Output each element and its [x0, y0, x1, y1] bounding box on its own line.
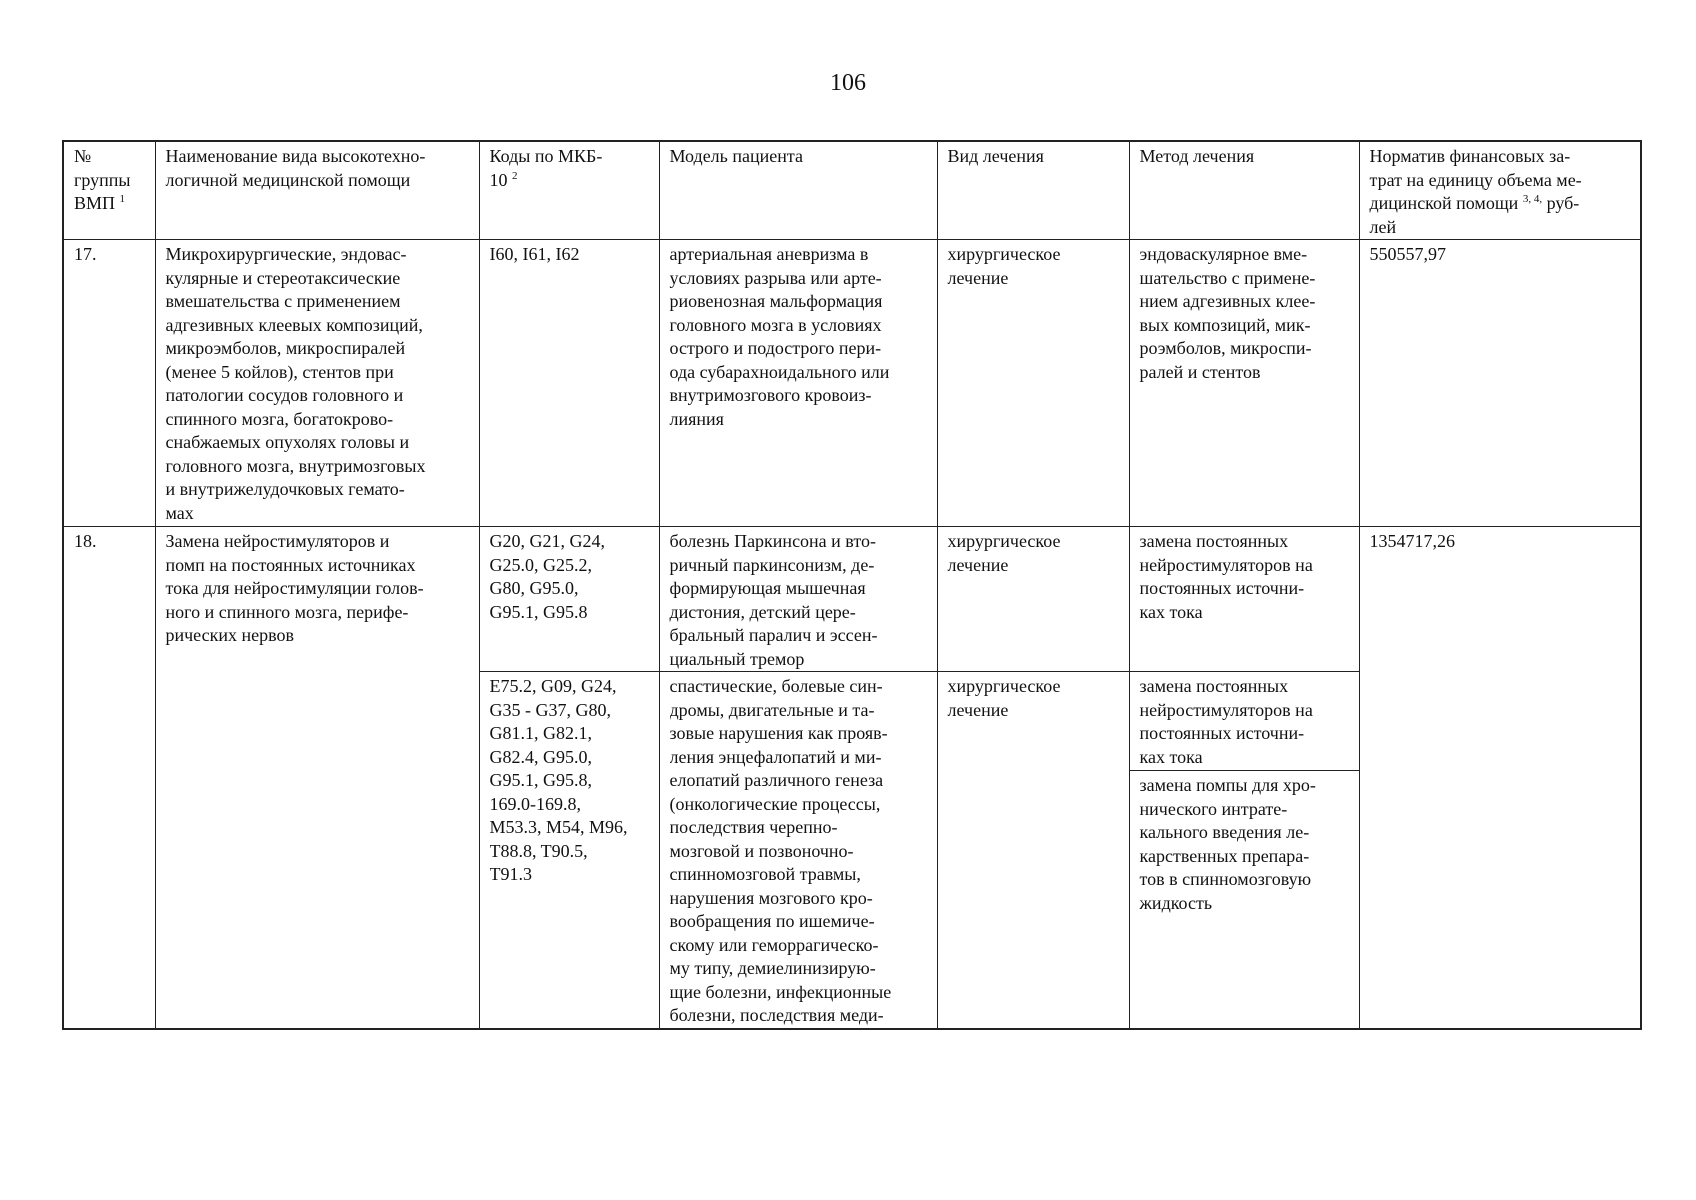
icd-codes-cell: E75.2, G09, G24, G35 - G37, G80, G81.1, G82.1, G82.4, G95.0, G95.1, G95.8, 169.0-169.8, M53.3, M54, M96, T88.8, T90.5, T91.3 [479, 672, 659, 1029]
cost-norm-cell: 550557,97 [1359, 240, 1641, 527]
header-patient-model: Модель пациента [659, 141, 937, 240]
header-group-no: № группы ВМП $^1$ [63, 141, 155, 240]
vmp-name-cell: Замена нейростимуляторов и помп на постоянных источниках тока для нейростимуляции голов- ного и спинного мозга, перифе- рических нервов [155, 527, 479, 1029]
treatment-type-cell: хирургическое лечение [937, 672, 1129, 1029]
patient-model-cell: артериальная аневризма в условиях разрыва или арте- риовенозная мальформация головного мозга в условиях острого и подострого пери- ода субарахноидального или внутримозгового кровоиз- лияния [659, 240, 937, 527]
table-row [63, 240, 1641, 527]
treatment-type-cell: хирургическое лечение [937, 527, 1129, 672]
vmp-table [62, 140, 1642, 1030]
header-treatment-type: Вид лечения [937, 141, 1129, 240]
treatment-method-cell: замена постоянных нейростимуляторов на постоянных источни- ках тока [1129, 527, 1359, 672]
table-header-row [63, 141, 1641, 240]
treatment-method-cell: замена помпы для хро- нического интрате- кального введения ле- карственных препара- тов в спинномозговую жидкость [1129, 771, 1359, 1029]
group-no-cell: 18. [63, 527, 155, 1029]
patient-model-cell: болезнь Паркинсона и вто- ричный паркинсонизм, де- формирующая мышечная дистония, детский цере- бральный паралич и эссен- циальный тремор [659, 527, 937, 672]
table-row [63, 527, 1641, 672]
treatment-method-cell: замена постоянных нейростимуляторов на постоянных источни- ках тока [1129, 672, 1359, 771]
header-treatment-method: Метод лечения [1129, 141, 1359, 240]
header-icd-codes: Коды по МКБ- 10 $^2$ [479, 141, 659, 240]
vmp-name-cell: Микрохирургические, эндовас- кулярные и стереотаксические вмешательства с применением адгезивных клеевых композиций, микроэмболов, микроспиралей (менее 5 койлов), стентов при патологии сосудов головного и спинного мозга, богатокрово- снабжаемых опухолях головы и головного мозга, внутримозговых и внутрижелудочковых гемато- мах [155, 240, 479, 527]
page-number: 106 [830, 70, 866, 96]
patient-model-cell: спастические, болевые син- дромы, двигательные и та- зовые нарушения как прояв- ления энцефалопатий и ми- елопатий различного генеза (онкологические процессы, последствия черепно- мозговой и позвоночно- спинномозговой травмы, нарушения мозгового кро- вообращения по ишемиче- скому или геморрагическо- му типу, демиелинизирую- щие болезни, инфекционные болезни, последствия меди- [659, 672, 937, 1029]
header-vmp-name: Наименование вида высокотехно- логичной медицинской помощи [155, 141, 479, 240]
cost-norm-cell: 1354717,26 [1359, 527, 1641, 1029]
group-no-cell: 17. [63, 240, 155, 527]
header-cost-norm: Норматив финансовых за- трат на единицу объема ме- дицинской помощи $^{3, 4,}$ руб- лей [1359, 141, 1641, 240]
icd-codes-cell: G20, G21, G24, G25.0, G25.2, G80, G95.0, G95.1, G95.8 [479, 527, 659, 672]
treatment-type-cell: хирургическое лечение [937, 240, 1129, 527]
treatment-method-cell: эндоваскулярное вме- шательство с примене- нием адгезивных клее- вых композиций, мик- роэмболов, микроспи- ралей и стентов [1129, 240, 1359, 527]
icd-codes-cell: I60, I61, I62 [479, 240, 659, 527]
